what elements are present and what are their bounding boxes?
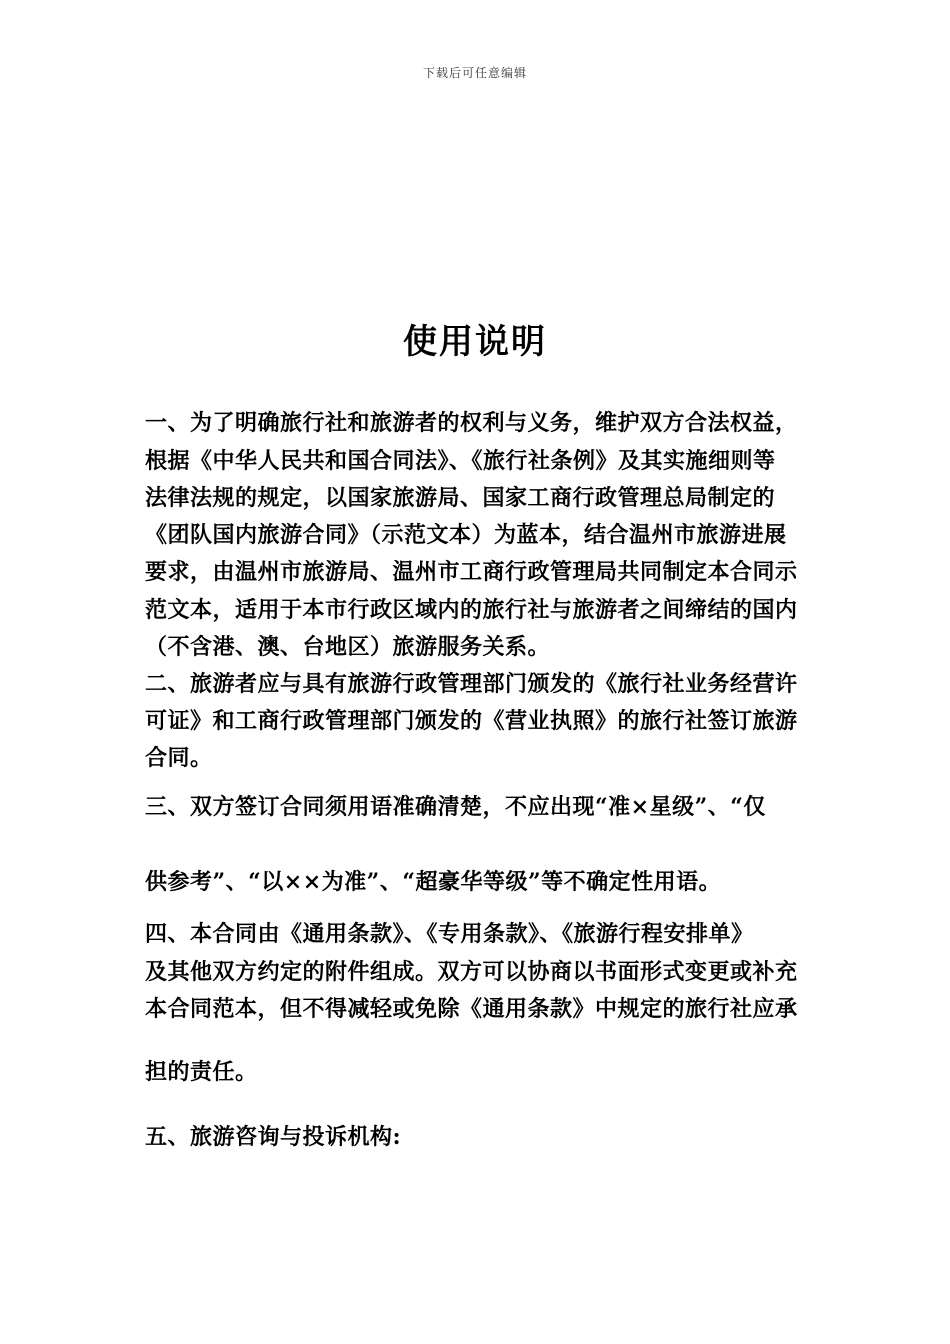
- paragraph-line: （不含港、澳、台地区）旅游服务关系。: [145, 634, 551, 660]
- paragraph-line: 要求，由温州市旅游局、温州市工商行政管理局共同制定本合同示: [145, 559, 798, 585]
- paragraph-line: 三、双方签订合同须用语准确清楚，不应出现“准×星级”、“仅: [145, 794, 766, 820]
- paragraph-line: 担的责任。: [145, 1059, 258, 1085]
- paragraph-line: 根据《中华人民共和国合同法》、《旅行社条例》及其实施细则等: [145, 448, 776, 474]
- paragraph-line: 可证》和工商行政管理部门颁发的《营业执照》的旅行社签订旅游: [145, 708, 798, 734]
- header-note: 下载后可任意编辑: [422, 66, 527, 80]
- paragraph-line: 及其他双方约定的附件组成。双方可以协商以书面形式变更或补充: [145, 959, 798, 985]
- paragraph-line: 本合同范本，但不得减轻或免除《通用条款》中规定的旅行社应承: [145, 996, 798, 1022]
- section-heading: 五、旅游咨询与投诉机构:: [145, 1124, 402, 1150]
- paragraph-line: 二、旅游者应与具有旅游行政管理部门颁发的《旅行社业务经营许: [145, 671, 798, 697]
- paragraph-line: 范文本，适用于本市行政区域内的旅行社与旅游者之间缔结的国内: [145, 597, 798, 623]
- paragraph-line: 合同。: [145, 745, 213, 771]
- paragraph-line: 四、本合同由《通用条款》、《专用条款》、《旅游行程安排单》: [145, 921, 754, 947]
- paragraph-line: 《团队国内旅游合同》（示范文本）为蓝本，结合温州市旅游进展: [145, 522, 787, 548]
- page-title: 使用说明: [403, 322, 547, 362]
- paragraph-line: 供参考”、“以××为准”、“超豪华等级”等不确定性用语。: [145, 869, 722, 895]
- paragraph-line: 法律法规的规定，以国家旅游局、国家工商行政管理总局制定的: [145, 485, 776, 511]
- paragraph-line: 一、为了明确旅行社和旅游者的权利与义务，维护双方合法权益，: [145, 410, 798, 436]
